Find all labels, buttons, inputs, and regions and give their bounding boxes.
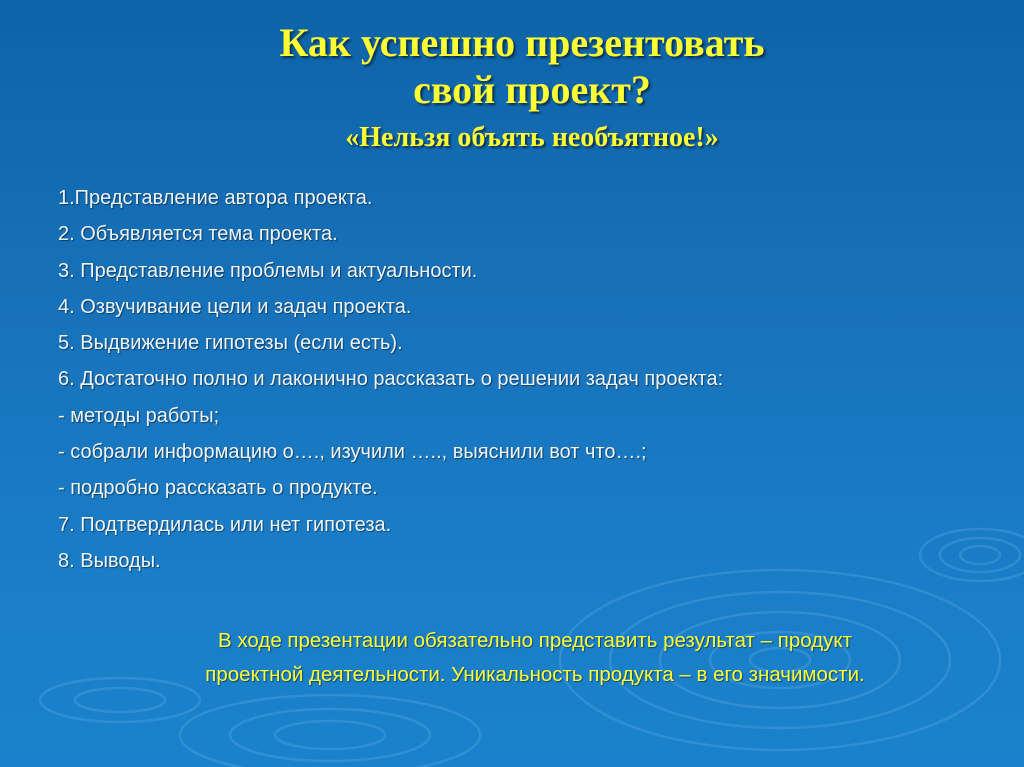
list-item: 1.Представление автора проекта. — [58, 187, 373, 209]
list-item: 7. Подтвердилась или нет гипотеза. — [58, 513, 392, 536]
list-item: 6. Достаточно полно и лаконично рассказать о решении задач проекта: — [58, 368, 724, 391]
list-item: 5. Выдвижение гипотезы (если есть). — [58, 332, 403, 355]
title-line-2: свой проект? — [413, 67, 651, 112]
conclusion-note — [60, 624, 1010, 692]
steps-list — [58, 180, 978, 579]
list-item: 4. Озвучивание цели и задач проекта. — [58, 295, 412, 318]
conclusion-line-2: проектной деятельности. Уникальность продукта – в его значимости. — [205, 663, 865, 686]
list-item: 8. Выводы. — [58, 549, 161, 572]
list-item: - собрали информацию о…., изучили ….., выяснили вот что….; — [58, 441, 647, 464]
slide-title — [0, 20, 1024, 158]
list-item: 3. Представление проблемы и актуальности. — [58, 259, 478, 282]
list-item: - методы работы; — [58, 404, 220, 427]
list-item: - подробно рассказать о продукте. — [58, 477, 378, 500]
title-line-1: Как успешно презентовать — [279, 20, 765, 65]
conclusion-line-1: В ходе презентации обязательно представить результат – продукт — [218, 629, 852, 652]
list-item: 2. Объявляется тема проекта. — [58, 223, 338, 246]
slide-subtitle: «Нельзя объять необъятное!» — [345, 122, 719, 153]
